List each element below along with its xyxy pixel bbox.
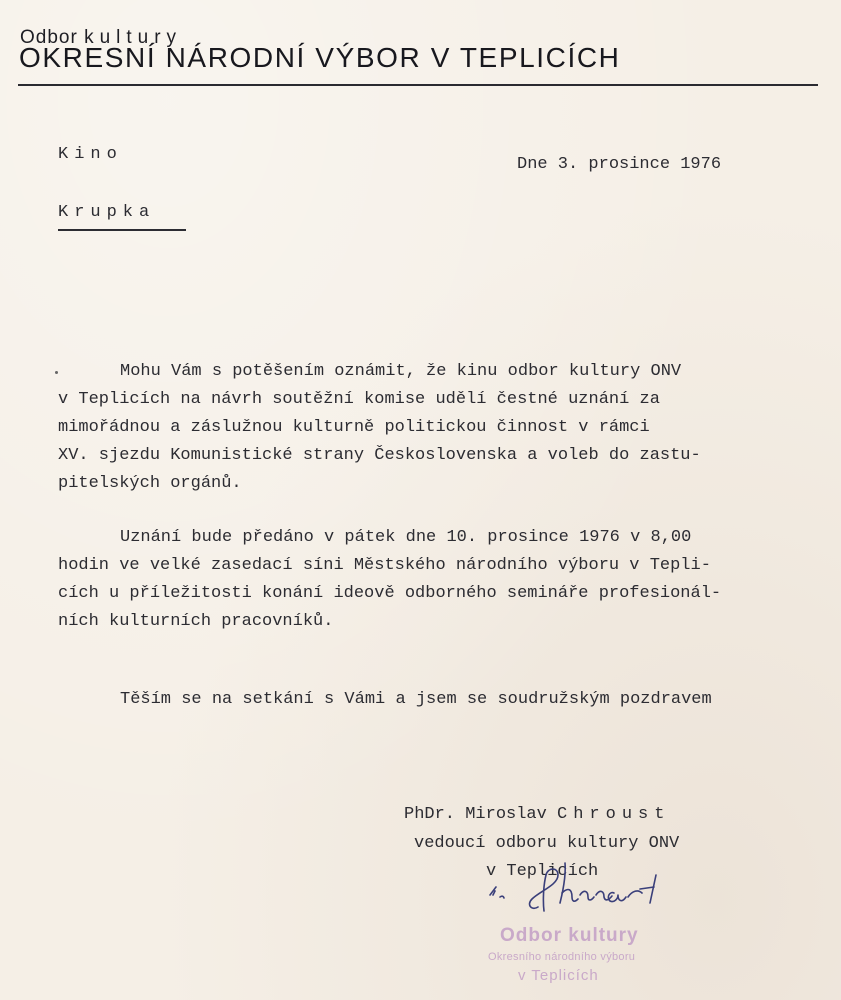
letterhead-department-word2: kultury [84,27,183,48]
letter-date: Dne 3. prosince 1976 [517,155,722,174]
paragraph2-line: Uznání bude předáno v pátek dne 10. prosince 1976 v 8,00 [120,528,692,547]
stamp-line-1: Odbor kultury [500,925,639,946]
official-stamp [480,915,700,995]
paragraph2-line: hodin ve velké zasedací síni Městského národního výboru v Tepli- [58,556,711,575]
letterhead-department-word1: Odbor [20,27,78,48]
closing-line: Těším se na setkání s Vámi a jsem se soudružským pozdravem [120,690,712,709]
paper-speck [55,371,58,374]
signatory-name [404,805,670,824]
paragraph1-line: XV. sjezdu Komunistické strany Československa a voleb do zastu- [58,446,701,465]
recipient-line-2: Krupka [58,203,156,222]
stamp-line-2: Okresního národního výboru [488,951,636,963]
signatory-title: vedoucí odboru kultury ONV [414,834,680,853]
paragraph2-line: cích u příležitosti konání ideově odborného semináře profesionál- [58,584,722,603]
handwritten-signature [480,845,700,925]
paragraph2-line: ních kulturních pracovníků. [58,612,334,631]
paragraph1-line: Mohu Vám s potěšením oznámit, že kinu odbor kultury ONV [120,362,682,381]
recipient-underline [58,229,186,231]
paragraph1-line: v Teplicích na návrh soutěžní komise udělí čestné uznání za [58,390,660,409]
recipient-line-1: Kino [58,145,123,164]
signatory-name-prefix: PhDr. Miroslav [404,805,547,824]
letterhead-rule [18,84,818,86]
paragraph1-line: mimořádnou a záslužnou kulturně politickou činnost v rámci [58,418,650,437]
paragraph1-line: pitelských orgánů. [58,474,242,493]
signatory-surname: Chroust [557,805,671,824]
letterhead-authority: OKRESNÍ NÁRODNÍ VÝBOR V TEPLICÍCH [19,42,621,73]
stamp-line-3: v Teplicích [518,967,599,984]
signatory-location: v Teplicích [486,862,599,881]
